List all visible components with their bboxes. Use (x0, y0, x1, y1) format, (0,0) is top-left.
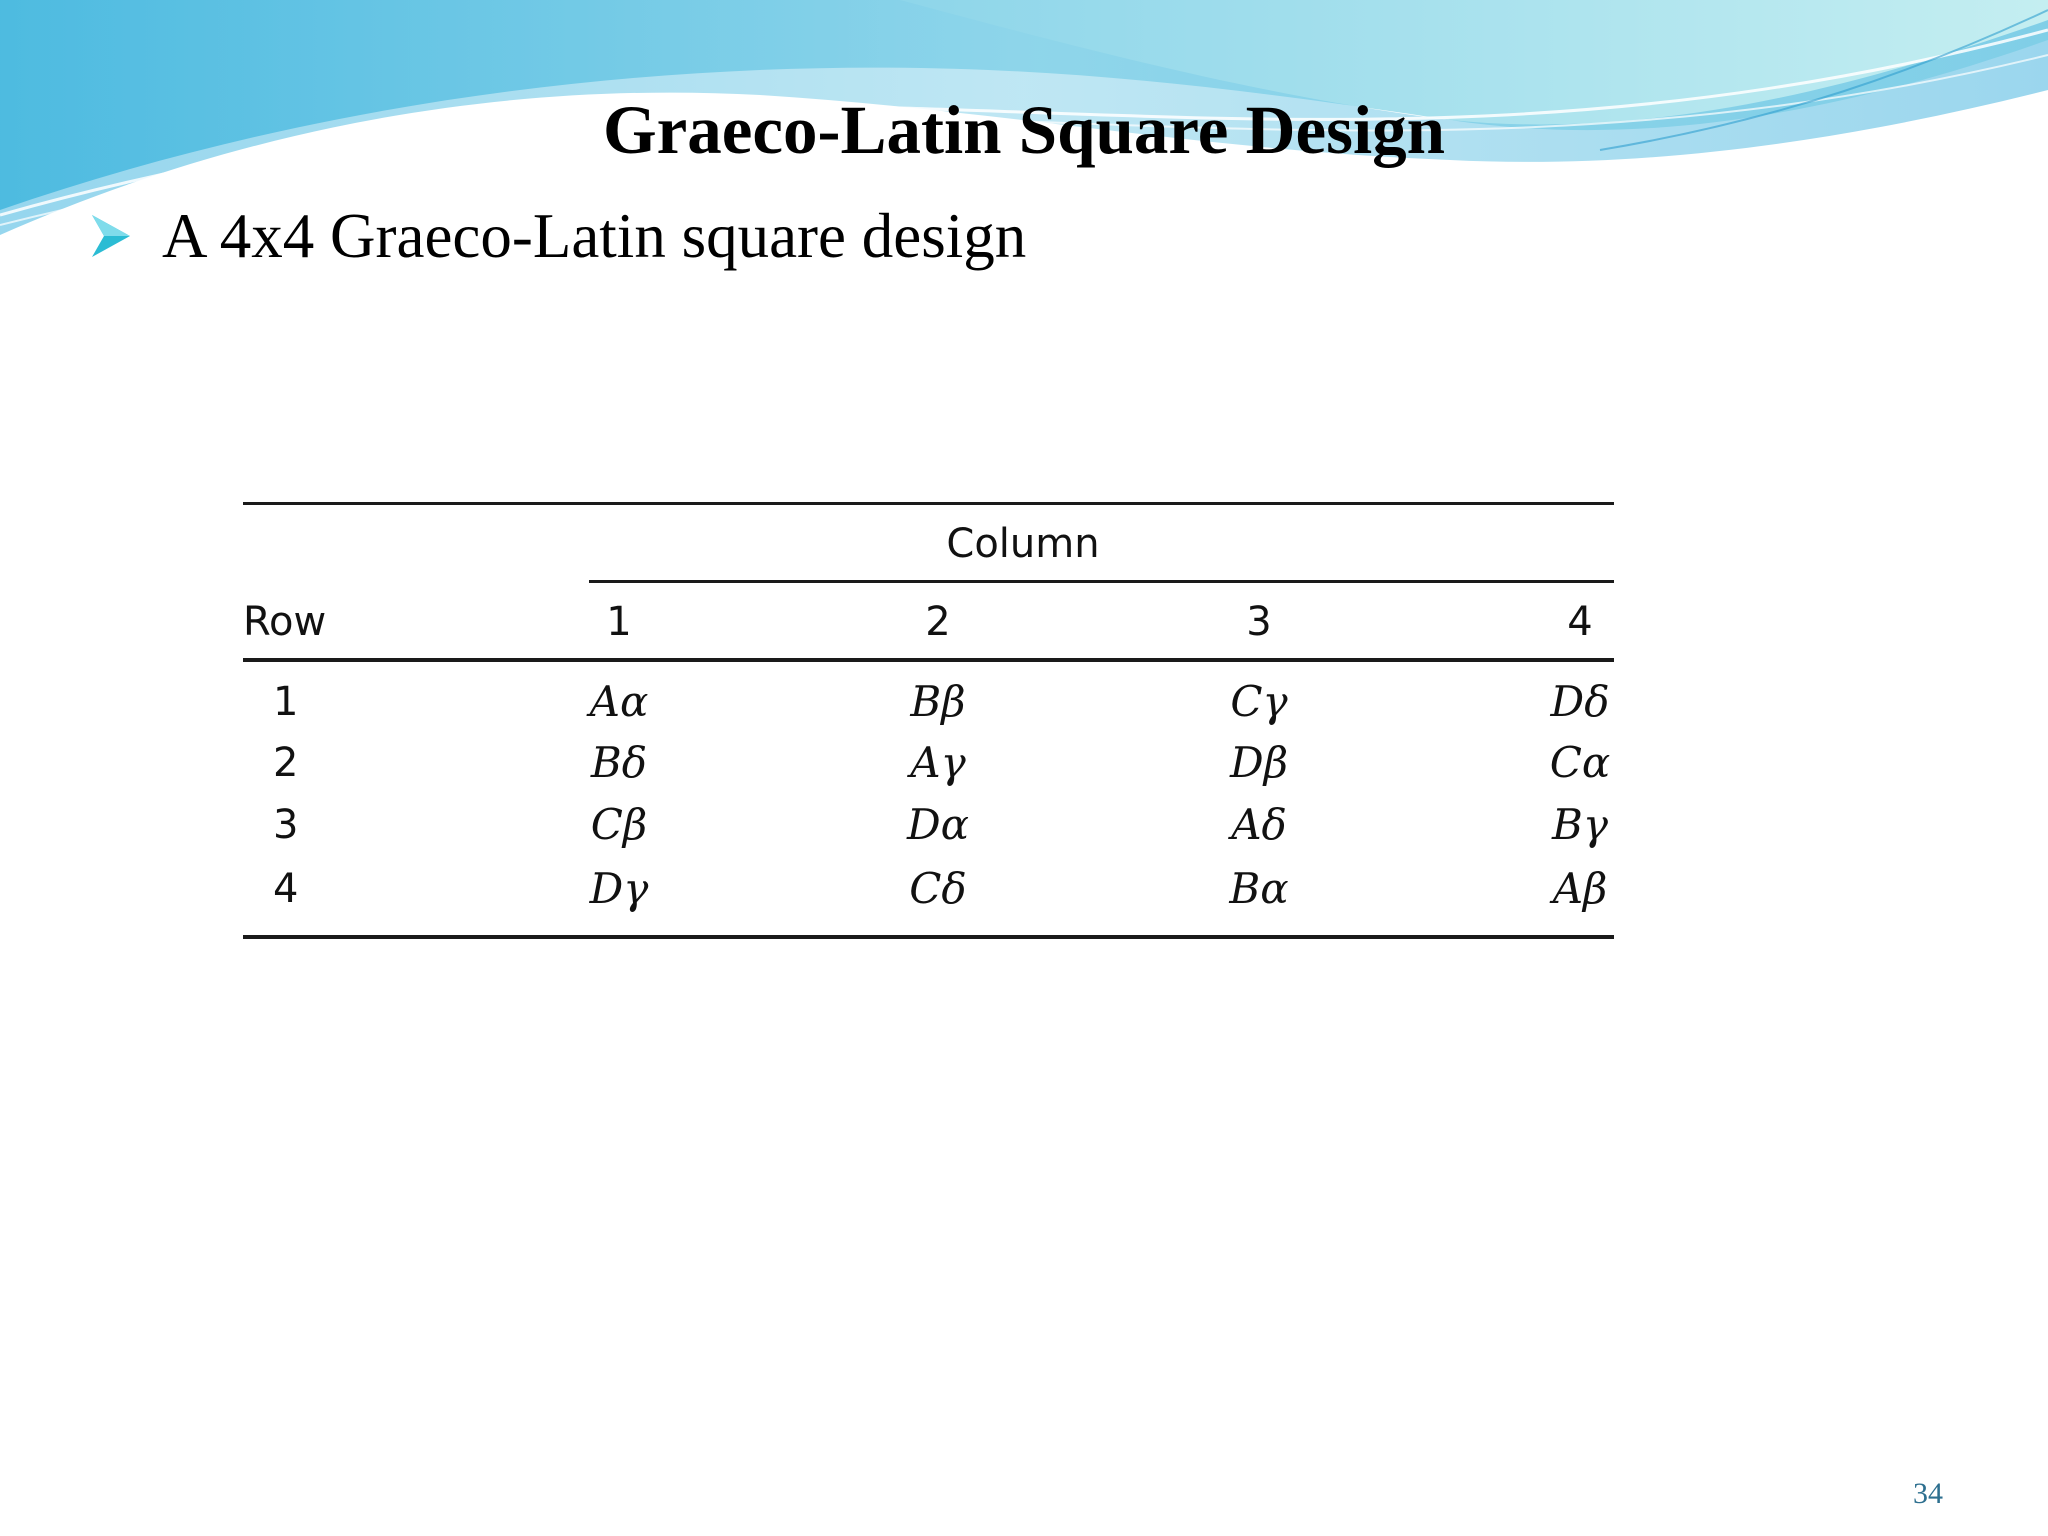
row-header-label: Row (243, 599, 327, 645)
table-cell: Cβ (590, 800, 648, 849)
table-cell: Bδ (590, 738, 648, 787)
table-cell: Dα (906, 800, 970, 849)
table-row (243, 860, 1614, 918)
column-number-1: 1 (606, 599, 632, 645)
bullet-item (90, 196, 1026, 276)
table-header-rule (243, 658, 1614, 662)
table-cell: Dβ (1230, 738, 1288, 787)
table-cell: Aγ (910, 738, 966, 787)
column-number-3: 3 (1246, 599, 1272, 645)
table-row (243, 673, 1614, 731)
row-number: 4 (273, 866, 299, 912)
table-cell: Bγ (1552, 800, 1608, 849)
column-number-2: 2 (925, 599, 951, 645)
table-bottom-rule (243, 935, 1614, 939)
table-cell: Cγ (1230, 677, 1288, 726)
table-cell: Aβ (1552, 864, 1608, 913)
table-row (243, 796, 1614, 854)
slide-title: Graeco-Latin Square Design (602, 92, 1446, 168)
row-number: 1 (273, 679, 299, 725)
table-cell: Dγ (589, 864, 649, 913)
table-row (243, 734, 1614, 792)
page-number: 34 (1913, 1477, 1943, 1510)
table-cell: Dδ (1550, 677, 1610, 726)
column-group-label: Column (946, 521, 1100, 567)
column-number-4: 4 (1567, 599, 1593, 645)
arrowhead-bullet-icon (90, 213, 132, 259)
row-number: 3 (273, 802, 299, 848)
graeco-latin-table (243, 500, 1614, 942)
table-cell: Bα (1229, 864, 1289, 913)
bullet-text: A 4x4 Graeco-Latin square design (162, 201, 1027, 271)
table-cell: Cδ (909, 864, 967, 913)
row-number: 2 (273, 740, 299, 786)
table-top-rule (243, 502, 1614, 505)
table-cell: Aα (589, 677, 649, 726)
column-group-rule (589, 580, 1614, 583)
table-cell: Aδ (1231, 800, 1287, 849)
table-cell: Cα (1549, 738, 1611, 787)
table-cell: Bβ (910, 677, 966, 726)
